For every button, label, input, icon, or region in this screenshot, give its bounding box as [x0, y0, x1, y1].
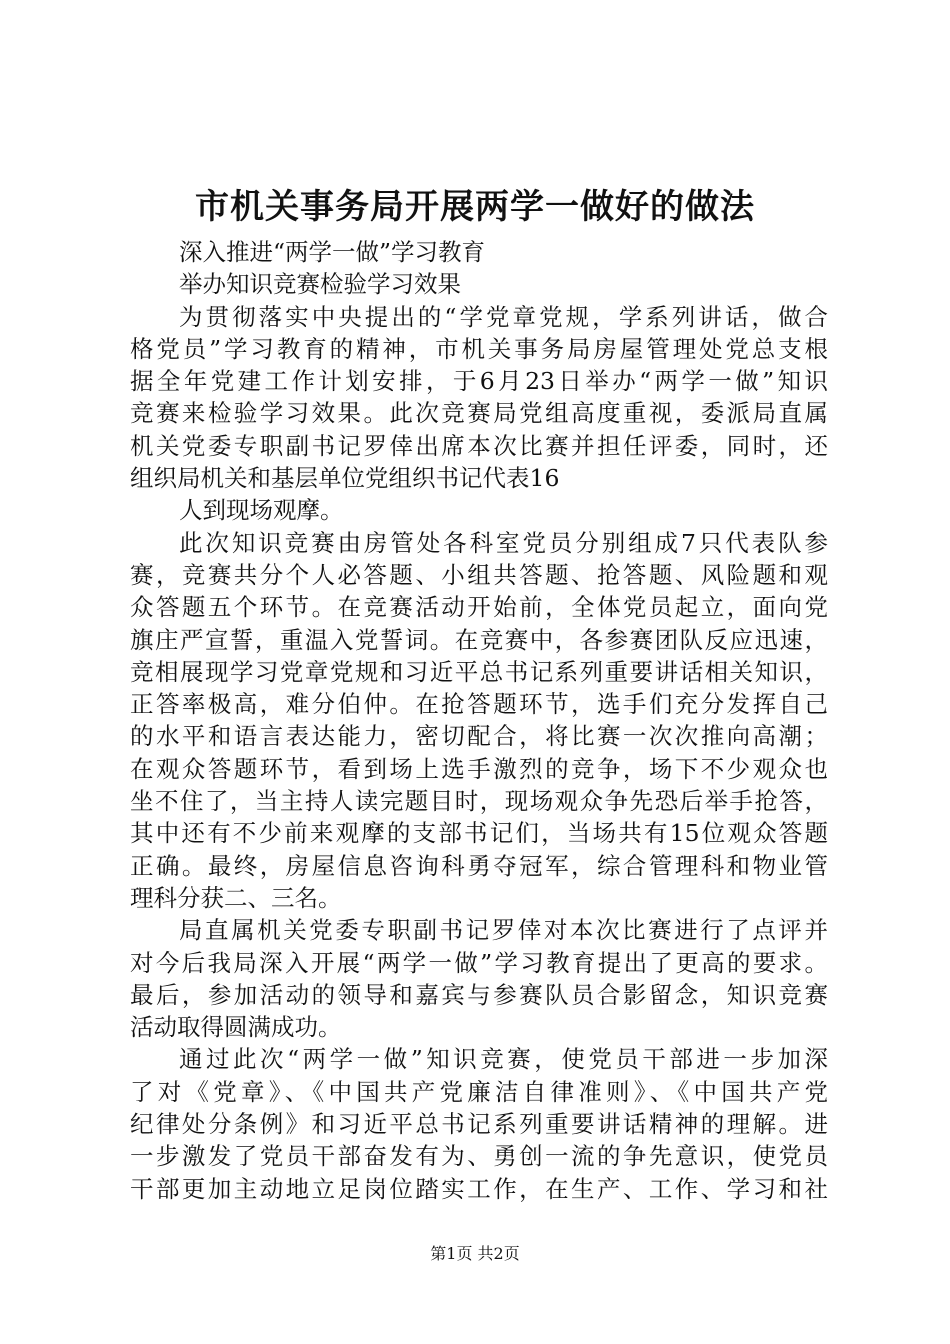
body-line: 在观众答题环节，看到场上选手激烈的竞争，场下不少观众也	[130, 754, 828, 783]
body-line: 为贯彻落实中央提出的“学党章党规，学系列讲话，做合	[179, 302, 828, 331]
body-line: 机关党委专职副书记罗倖出席本次比赛并担任评委，同时，还	[130, 431, 828, 460]
body-line: 其中还有不少前来观摩的支部书记们，当场共有15位观众答题	[130, 819, 828, 848]
body-line: 理科分获二、三名。	[130, 883, 342, 912]
body-line: 竞相展现学习党章党规和习近平总书记系列重要讲话相关知识，	[130, 657, 828, 686]
body-line: 一步激发了党员干部奋发有为、勇创一流的争先意识，使党员	[130, 1142, 828, 1171]
body-line: 对今后我局深入开展“两学一做”学习教育提出了更高的要求。	[130, 948, 828, 977]
body-line: 格党员”学习教育的精神，市机关事务局房屋管理处党总支根	[130, 334, 828, 363]
body-line: 坐不住了，当主持人读完题目时，现场观众争先恐后举手抢答，	[130, 787, 828, 816]
body-line: 的水平和语言表达能力，密切配合，将比赛一次次推向高潮；	[130, 722, 828, 751]
body-line: 举办知识竞赛检验学习效果	[179, 270, 461, 299]
body-line: 赛，竞赛共分个人必答题、小组共答题、抢答题、风险题和观	[130, 560, 828, 589]
body-line: 局直属机关党委专职副书记罗倖对本次比赛进行了点评并	[179, 916, 828, 945]
body-line: 最后，参加活动的领导和嘉宾与参赛队员合影留念，知识竞赛	[130, 980, 828, 1009]
page-footer: 第1页 共2页	[430, 1244, 520, 1263]
body-line: 组织局机关和基层单位党组织书记代表16	[130, 464, 560, 493]
body-line: 了对《党章》、《中国共产党廉洁自律准则》、《中国共产党	[130, 1077, 828, 1106]
body-line: 众答题五个环节。在竞赛活动开始前，全体党员起立，面向党	[130, 593, 828, 622]
body-line: 正答率极高，难分伯仲。在抢答题环节，选手们充分发挥自己	[130, 690, 828, 719]
document-body	[130, 236, 828, 1205]
body-line: 竞赛来检验学习效果。此次竞赛局党组高度重视，委派局直属	[130, 399, 828, 428]
body-line: 据全年党建工作计划安排，于6月23日举办“两学一做”知识	[130, 367, 828, 396]
body-line: 干部更加主动地立足岗位踏实工作，在生产、工作、学习和社	[130, 1174, 828, 1203]
body-line: 正确。最终，房屋信息咨询科勇夺冠军，综合管理科和物业管	[130, 851, 828, 880]
body-line: 通过此次“两学一做”知识竞赛，使党员干部进一步加深	[179, 1045, 828, 1074]
body-line: 人到现场观摩。	[179, 496, 344, 525]
body-line: 活动取得圆满成功。	[130, 1013, 342, 1042]
body-line: 旗庄严宣誓，重温入党誓词。在竞赛中，各参赛团队反应迅速，	[130, 625, 828, 654]
body-line: 纪律处分条例》和习近平总书记系列重要讲话精神的理解。进	[130, 1110, 828, 1139]
body-line: 深入推进“两学一做”学习教育	[179, 238, 486, 266]
document-title: 市机关事务局开展两学一做好的做法	[195, 187, 755, 227]
body-line: 此次知识竞赛由房管处各科室党员分别组成7只代表队参	[179, 528, 828, 557]
